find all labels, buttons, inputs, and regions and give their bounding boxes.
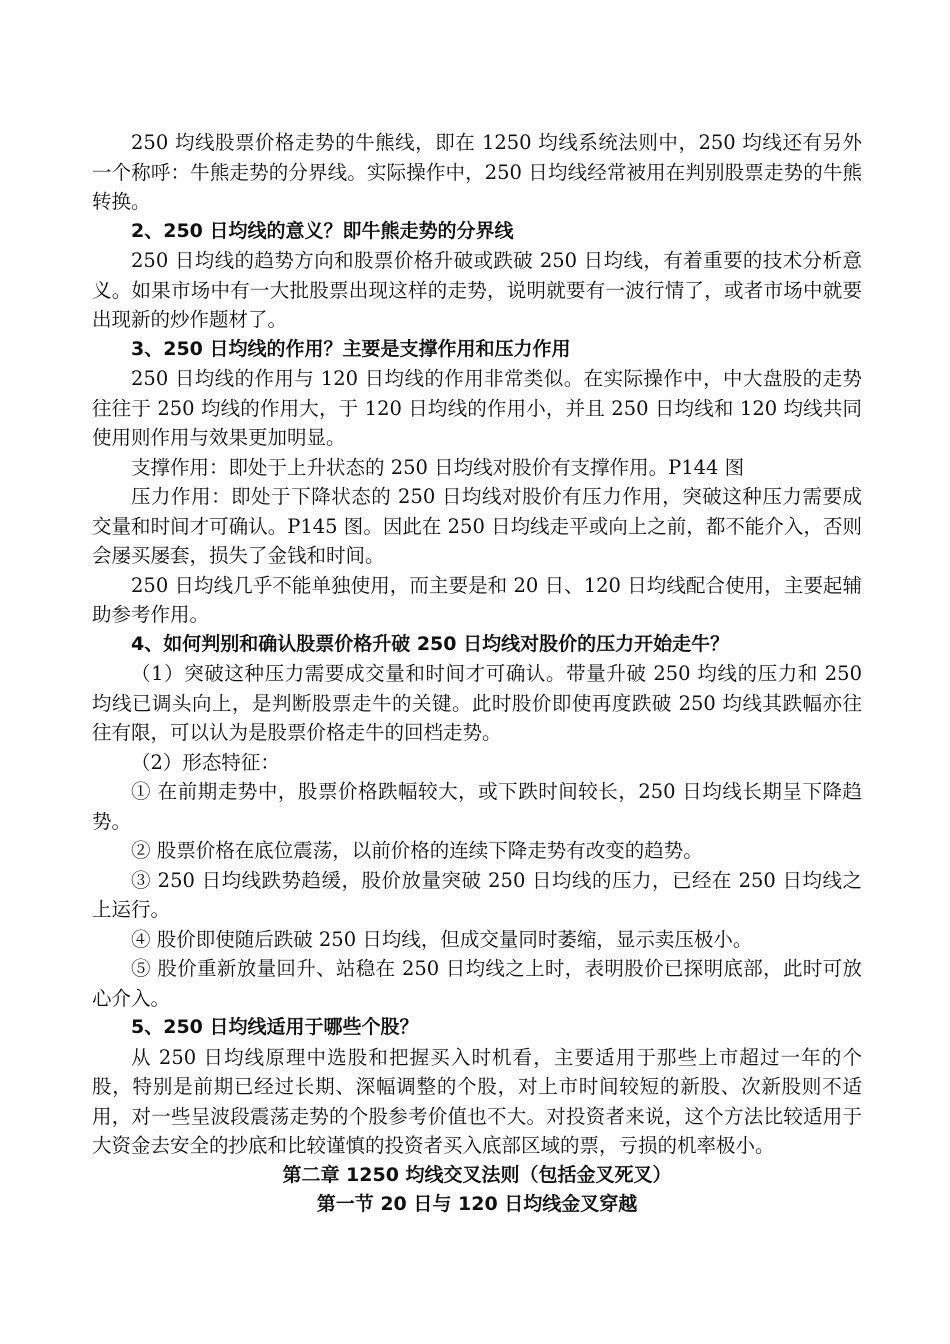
section-heading: 4、如何判别和确认股票价格升破 250 日均线对股价的压力开始走牛？: [131, 632, 730, 655]
section-heading: 5、250 日均线适用于哪些个股？: [131, 1016, 419, 1038]
document-page: [92, 128, 862, 1220]
list-item: ⑤ 股价重新放量回升、站稳在 250 日均线之上时，表明股价已探明底部，此时可放心介入。: [92, 957, 862, 1010]
body-paragraph: 支撑作用：即处于上升状态的 250 日均线对股价有支撑作用。P144 图: [131, 455, 745, 479]
chapter-title: 第二章 1250 均线交叉法则（包括金叉死叉）: [282, 1163, 672, 1186]
section-heading: 2、250 日均线的意义？即牛熊走势的分界线: [131, 219, 514, 242]
list-item: ① 在前期走势中，股票价格跌幅较大，或下跌时间较长，250 日均线长期呈下降趋势。: [92, 780, 862, 833]
body-paragraph: （1）突破这种压力需要成交量和时间才可确认。带量升破 250 均线的压力和 250 均线已调头向上，是判断股票走牛的关键。此时股价即使再度跌破 250 均线其跌幅亦往往有限，可以认为是股票价格走牛的回档走势。: [92, 662, 862, 744]
body-paragraph: 从 250 日均线原理中选股和把握买入时机看，主要适用于那些上市超过一年的个股，特别是前期已经过长期、深幅调整的个股，对上市时间较短的新股、次新股则不适用，对一些呈波段震荡走势的个股参考价值也不大。对投资者来说，这个方法比较适用于大资金去安全的抄底和比较谨慎的投资者买入底部区域的票，亏损的机率极小。: [92, 1045, 862, 1157]
body-paragraph: 250 日均线的作用与 120 日均线的作用非常类似。在实际操作中，中大盘股的走势往往于 250 均线的作用大，于 120 日均线的作用小，并且 250 日均线和 120 均线共同使用则作用与效果更加明显。: [92, 367, 862, 449]
section-heading: 3、250 日均线的作用？主要是支撑作用和压力作用: [131, 337, 571, 360]
list-item: ② 股票价格在底位震荡，以前价格的连续下降走势有改变的趋势。: [131, 839, 703, 862]
body-paragraph: 250 日均线几乎不能单独使用，而主要是和 20 日、120 日均线配合使用，主要起辅助参考作用。: [92, 573, 862, 626]
body-paragraph: 250 均线股票价格走势的牛熊线，即在 1250 均线系统法则中，250 均线还有另外一个称呼：牛熊走势的分界线。实际操作中，250 日均线经常被用在判别股票走势的牛熊转换。: [92, 131, 862, 213]
body-paragraph: （2）形态特征：: [131, 750, 280, 774]
list-item: ④ 股价即使随后跌破 250 日均线，但成交量同时萎缩，显示卖压极小。: [131, 927, 753, 951]
body-paragraph: 压力作用：即处于下降状态的 250 日均线对股价有压力作用，突破这种压力需要成交量和时间才可确认。P145 图。因此在 250 日均线走平或向上之前，都不能介入，否则会屡买屡套，损失了金钱和时间。: [92, 485, 862, 567]
body-paragraph: 250 日均线的趋势方向和股票价格升破或跌破 250 日均线，有着重要的技术分析意义。如果市场中有一大批股票出现这样的走势，说明就要有一波行情了，或者市场中就要出现新的炒作题材了。: [92, 249, 862, 331]
section-title: 第一节 20 日与 120 日均线金叉穿越: [316, 1193, 638, 1215]
list-item: ③ 250 日均线跌势趋缓，股价放量突破 250 日均线的压力，已经在 250 日均线之上运行。: [92, 868, 862, 921]
